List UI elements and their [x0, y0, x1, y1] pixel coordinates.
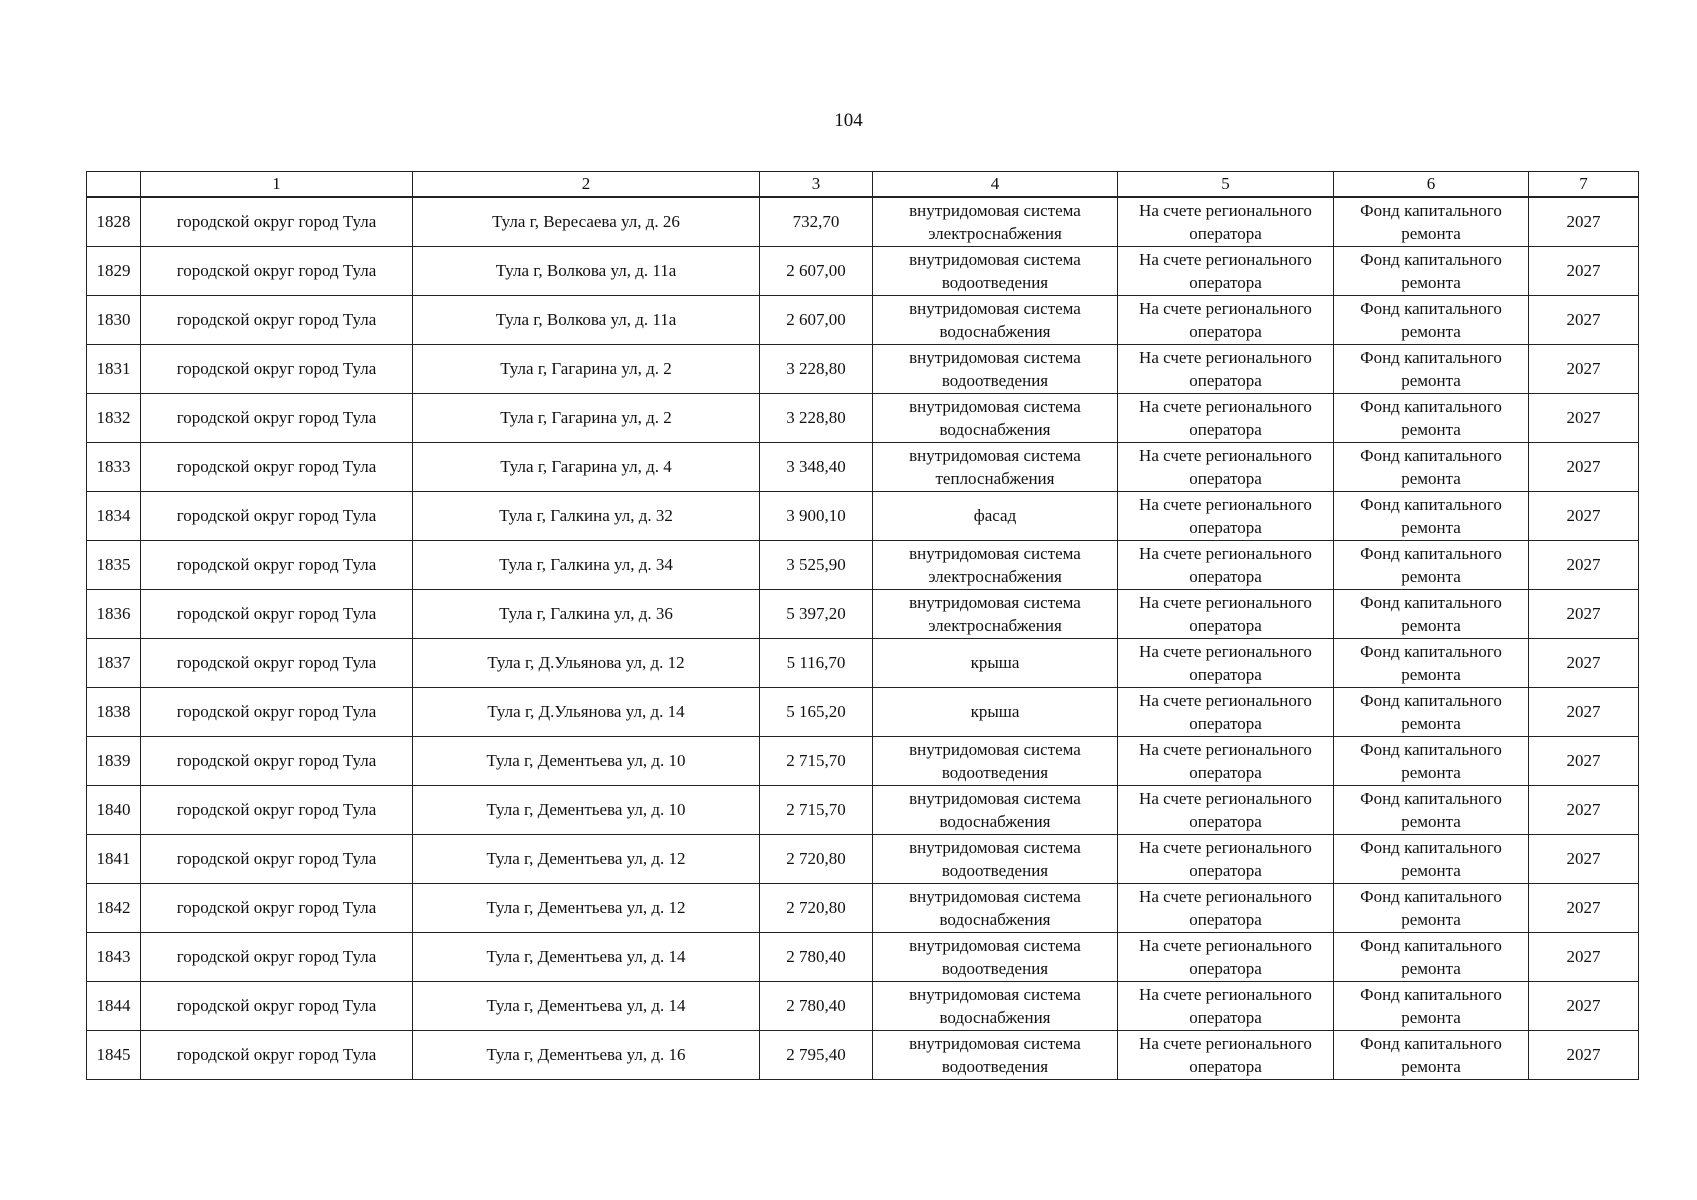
work-type-cell: внутридомовая система электроснабжения — [873, 540, 1118, 589]
work-type-cell: внутридомовая система водоснабжения — [873, 295, 1118, 344]
table-row — [87, 589, 1639, 638]
year-cell: 2027 — [1529, 246, 1639, 295]
row-number-cell: 1830 — [87, 295, 141, 344]
municipality-cell: городской округ город Тула — [141, 736, 413, 785]
fund-source-cell: Фонд капитального ремонта — [1334, 785, 1529, 834]
address-cell: Тула г, Дементьева ул, д. 14 — [413, 932, 760, 981]
row-number-cell: 1835 — [87, 540, 141, 589]
area-cell: 2 780,40 — [760, 981, 873, 1030]
fund-source-cell: Фонд капитального ремонта — [1334, 393, 1529, 442]
fund-account-cell: На счете регионального оператора — [1118, 638, 1334, 687]
fund-account-cell: На счете регионального оператора — [1118, 834, 1334, 883]
year-cell: 2027 — [1529, 393, 1639, 442]
fund-account-cell: На счете регионального оператора — [1118, 197, 1334, 246]
fund-source-cell: Фонд капитального ремонта — [1334, 883, 1529, 932]
fund-account-cell: На счете регионального оператора — [1118, 687, 1334, 736]
municipality-cell: городской округ город Тула — [141, 883, 413, 932]
fund-account-cell: На счете регионального оператора — [1118, 246, 1334, 295]
address-cell: Тула г, Галкина ул, д. 36 — [413, 589, 760, 638]
work-type-cell: внутридомовая система электроснабжения — [873, 197, 1118, 246]
area-cell: 2 715,70 — [760, 736, 873, 785]
fund-source-cell: Фонд капитального ремонта — [1334, 834, 1529, 883]
row-number-cell: 1832 — [87, 393, 141, 442]
row-number-cell: 1841 — [87, 834, 141, 883]
column-header-4: 4 — [873, 172, 1118, 198]
table-body — [87, 197, 1639, 1079]
row-number-cell: 1839 — [87, 736, 141, 785]
row-number-cell: 1838 — [87, 687, 141, 736]
year-cell: 2027 — [1529, 932, 1639, 981]
address-cell: Тула г, Гагарина ул, д. 2 — [413, 393, 760, 442]
work-type-cell: внутридомовая система водоотведения — [873, 932, 1118, 981]
fund-source-cell: Фонд капитального ремонта — [1334, 540, 1529, 589]
work-type-cell: фасад — [873, 491, 1118, 540]
fund-source-cell: Фонд капитального ремонта — [1334, 442, 1529, 491]
year-cell: 2027 — [1529, 834, 1639, 883]
municipality-cell: городской округ город Тула — [141, 540, 413, 589]
area-cell: 2 607,00 — [760, 246, 873, 295]
area-cell: 3 348,40 — [760, 442, 873, 491]
area-cell: 5 397,20 — [760, 589, 873, 638]
address-cell: Тула г, Дементьева ул, д. 16 — [413, 1030, 760, 1079]
address-cell: Тула г, Дементьева ул, д. 12 — [413, 834, 760, 883]
table-row — [87, 883, 1639, 932]
address-cell: Тула г, Дементьева ул, д. 14 — [413, 981, 760, 1030]
year-cell: 2027 — [1529, 736, 1639, 785]
row-number-cell: 1831 — [87, 344, 141, 393]
table-row — [87, 1030, 1639, 1079]
municipality-cell: городской округ город Тула — [141, 981, 413, 1030]
row-number-cell: 1844 — [87, 981, 141, 1030]
fund-account-cell: На счете регионального оператора — [1118, 295, 1334, 344]
year-cell: 2027 — [1529, 785, 1639, 834]
area-cell: 5 116,70 — [760, 638, 873, 687]
fund-account-cell: На счете регионального оператора — [1118, 785, 1334, 834]
fund-source-cell: Фонд капитального ремонта — [1334, 736, 1529, 785]
area-cell: 2 715,70 — [760, 785, 873, 834]
municipality-cell: городской округ город Тула — [141, 1030, 413, 1079]
area-cell: 2 720,80 — [760, 834, 873, 883]
fund-source-cell: Фонд капитального ремонта — [1334, 344, 1529, 393]
address-cell: Тула г, Галкина ул, д. 34 — [413, 540, 760, 589]
area-cell: 5 165,20 — [760, 687, 873, 736]
table-row — [87, 246, 1639, 295]
fund-account-cell: На счете регионального оператора — [1118, 932, 1334, 981]
work-type-cell: внутридомовая система водоснабжения — [873, 785, 1118, 834]
fund-source-cell: Фонд капитального ремонта — [1334, 246, 1529, 295]
year-cell: 2027 — [1529, 295, 1639, 344]
table-row — [87, 834, 1639, 883]
table-row — [87, 736, 1639, 785]
row-number-cell: 1845 — [87, 1030, 141, 1079]
area-cell: 2 780,40 — [760, 932, 873, 981]
table-row — [87, 785, 1639, 834]
table-row — [87, 393, 1639, 442]
row-number-cell: 1837 — [87, 638, 141, 687]
fund-source-cell: Фонд капитального ремонта — [1334, 197, 1529, 246]
row-number-cell: 1842 — [87, 883, 141, 932]
table-row — [87, 932, 1639, 981]
fund-source-cell: Фонд капитального ремонта — [1334, 295, 1529, 344]
area-cell: 3 228,80 — [760, 393, 873, 442]
table-row — [87, 540, 1639, 589]
work-type-cell: внутридомовая система водоснабжения — [873, 393, 1118, 442]
year-cell: 2027 — [1529, 687, 1639, 736]
table-row — [87, 491, 1639, 540]
year-cell: 2027 — [1529, 638, 1639, 687]
table-row — [87, 197, 1639, 246]
work-type-cell: внутридомовая система водоотведения — [873, 834, 1118, 883]
row-number-cell: 1828 — [87, 197, 141, 246]
year-cell: 2027 — [1529, 442, 1639, 491]
fund-account-cell: На счете регионального оператора — [1118, 344, 1334, 393]
municipality-cell: городской округ город Тула — [141, 589, 413, 638]
municipality-cell: городской округ город Тула — [141, 834, 413, 883]
table-row — [87, 442, 1639, 491]
address-cell: Тула г, Д.Ульянова ул, д. 14 — [413, 687, 760, 736]
year-cell: 2027 — [1529, 883, 1639, 932]
municipality-cell: городской округ город Тула — [141, 442, 413, 491]
municipality-cell: городской округ город Тула — [141, 295, 413, 344]
work-type-cell: внутридомовая система водоотведения — [873, 736, 1118, 785]
fund-source-cell: Фонд капитального ремонта — [1334, 981, 1529, 1030]
column-header-3: 3 — [760, 172, 873, 198]
fund-account-cell: На счете регионального оператора — [1118, 589, 1334, 638]
fund-account-cell: На счете регионального оператора — [1118, 491, 1334, 540]
work-type-cell: внутридомовая система водоснабжения — [873, 981, 1118, 1030]
municipality-cell: городской округ город Тула — [141, 932, 413, 981]
column-header-1: 1 — [141, 172, 413, 198]
area-cell: 2 795,40 — [760, 1030, 873, 1079]
repair-program-table — [86, 171, 1639, 1080]
row-number-cell: 1833 — [87, 442, 141, 491]
year-cell: 2027 — [1529, 981, 1639, 1030]
work-type-cell: внутридомовая система теплоснабжения — [873, 442, 1118, 491]
work-type-cell: внутридомовая система водоснабжения — [873, 883, 1118, 932]
work-type-cell: внутридомовая система водоотведения — [873, 246, 1118, 295]
area-cell: 2 720,80 — [760, 883, 873, 932]
year-cell: 2027 — [1529, 344, 1639, 393]
municipality-cell: городской округ город Тула — [141, 246, 413, 295]
work-type-cell: крыша — [873, 638, 1118, 687]
table-row — [87, 981, 1639, 1030]
municipality-cell: городской округ город Тула — [141, 638, 413, 687]
column-header-blank — [87, 172, 141, 198]
column-header-5: 5 — [1118, 172, 1334, 198]
table-row — [87, 295, 1639, 344]
address-cell: Тула г, Дементьева ул, д. 10 — [413, 785, 760, 834]
municipality-cell: городской округ город Тула — [141, 687, 413, 736]
fund-account-cell: На счете регионального оператора — [1118, 883, 1334, 932]
area-cell: 2 607,00 — [760, 295, 873, 344]
municipality-cell: городской округ город Тула — [141, 491, 413, 540]
column-number-header-row — [87, 172, 1639, 198]
fund-source-cell: Фонд капитального ремонта — [1334, 932, 1529, 981]
fund-account-cell: На счете регионального оператора — [1118, 540, 1334, 589]
fund-source-cell: Фонд капитального ремонта — [1334, 589, 1529, 638]
row-number-cell: 1834 — [87, 491, 141, 540]
area-cell: 3 525,90 — [760, 540, 873, 589]
fund-account-cell: На счете регионального оператора — [1118, 736, 1334, 785]
column-header-7: 7 — [1529, 172, 1639, 198]
area-cell: 3 900,10 — [760, 491, 873, 540]
area-cell: 732,70 — [760, 197, 873, 246]
area-cell: 3 228,80 — [760, 344, 873, 393]
address-cell: Тула г, Волкова ул, д. 11а — [413, 295, 760, 344]
year-cell: 2027 — [1529, 540, 1639, 589]
fund-source-cell: Фонд капитального ремонта — [1334, 1030, 1529, 1079]
fund-source-cell: Фонд капитального ремонта — [1334, 687, 1529, 736]
address-cell: Тула г, Волкова ул, д. 11а — [413, 246, 760, 295]
work-type-cell: крыша — [873, 687, 1118, 736]
address-cell: Тула г, Гагарина ул, д. 2 — [413, 344, 760, 393]
work-type-cell: внутридомовая система электроснабжения — [873, 589, 1118, 638]
fund-account-cell: На счете регионального оператора — [1118, 442, 1334, 491]
address-cell: Тула г, Вересаева ул, д. 26 — [413, 197, 760, 246]
row-number-cell: 1836 — [87, 589, 141, 638]
address-cell: Тула г, Дементьева ул, д. 10 — [413, 736, 760, 785]
municipality-cell: городской округ город Тула — [141, 393, 413, 442]
municipality-cell: городской округ город Тула — [141, 344, 413, 393]
address-cell: Тула г, Д.Ульянова ул, д. 12 — [413, 638, 760, 687]
row-number-cell: 1829 — [87, 246, 141, 295]
page-number: 104 — [834, 110, 863, 131]
table-row — [87, 687, 1639, 736]
municipality-cell: городской округ город Тула — [141, 785, 413, 834]
work-type-cell: внутридомовая система водоотведения — [873, 344, 1118, 393]
table-row — [87, 344, 1639, 393]
year-cell: 2027 — [1529, 197, 1639, 246]
year-cell: 2027 — [1529, 1030, 1639, 1079]
fund-source-cell: Фонд капитального ремонта — [1334, 491, 1529, 540]
fund-account-cell: На счете регионального оператора — [1118, 393, 1334, 442]
column-header-2: 2 — [413, 172, 760, 198]
table-row — [87, 638, 1639, 687]
address-cell: Тула г, Галкина ул, д. 32 — [413, 491, 760, 540]
row-number-cell: 1840 — [87, 785, 141, 834]
row-number-cell: 1843 — [87, 932, 141, 981]
year-cell: 2027 — [1529, 589, 1639, 638]
address-cell: Тула г, Дементьева ул, д. 12 — [413, 883, 760, 932]
year-cell: 2027 — [1529, 491, 1639, 540]
work-type-cell: внутридомовая система водоотведения — [873, 1030, 1118, 1079]
municipality-cell: городской округ город Тула — [141, 197, 413, 246]
fund-source-cell: Фонд капитального ремонта — [1334, 638, 1529, 687]
column-header-6: 6 — [1334, 172, 1529, 198]
fund-account-cell: На счете регионального оператора — [1118, 1030, 1334, 1079]
address-cell: Тула г, Гагарина ул, д. 4 — [413, 442, 760, 491]
fund-account-cell: На счете регионального оператора — [1118, 981, 1334, 1030]
